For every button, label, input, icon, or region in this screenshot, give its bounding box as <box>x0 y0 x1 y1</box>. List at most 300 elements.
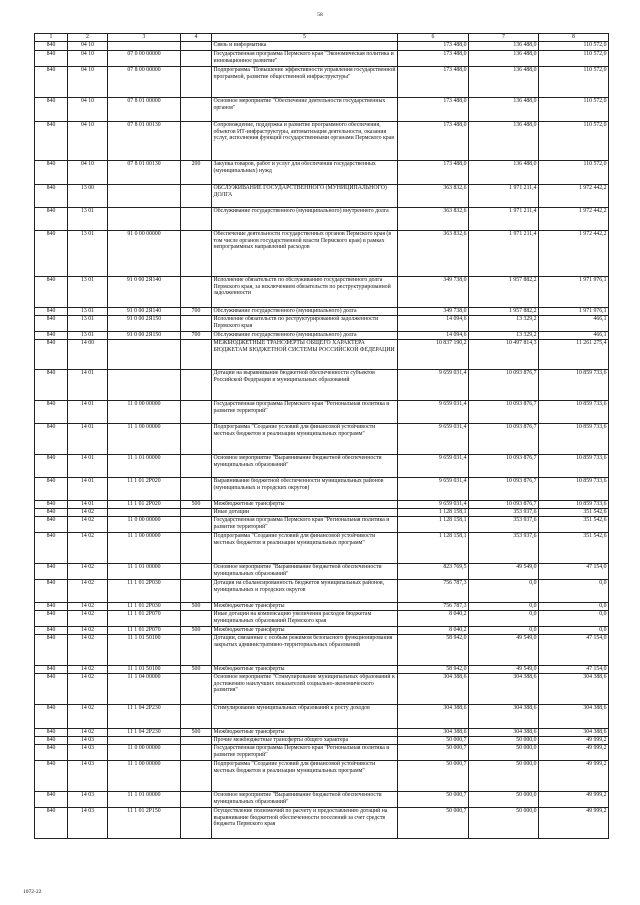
amount-2023-cell: 10 093 876,7 <box>469 478 539 501</box>
amount-2024-cell: 304 388,6 <box>539 674 609 705</box>
admin-code-cell: 840 <box>35 674 68 705</box>
page-number: 58 <box>317 12 323 18</box>
section-code-cell: 13 01 <box>68 231 108 277</box>
table-row <box>35 122 609 161</box>
amount-2023-cell: 1 971 211,4 <box>469 185 539 208</box>
expense-type-cell <box>181 122 212 161</box>
amount-2023-cell: 136 488,0 <box>469 98 539 122</box>
amount-2024-cell: 47 154,0 <box>539 564 609 580</box>
section-code-cell: 13 01 <box>68 208 108 231</box>
amount-2023-cell: 13 329,2 <box>469 316 539 332</box>
section-code-cell: 04 10 <box>68 98 108 122</box>
section-code-cell: 14 02 <box>68 580 108 603</box>
expense-type-cell <box>181 98 212 122</box>
amount-2024-cell: 110 572,0 <box>539 98 609 122</box>
amount-2023-cell: 50 000,0 <box>469 761 539 792</box>
admin-code-cell: 840 <box>35 533 68 564</box>
item-name-cell: Межбюджетные трансферты <box>212 603 398 611</box>
expense-type-cell: 200 <box>181 161 212 185</box>
admin-code-cell: 840 <box>35 627 68 635</box>
admin-code-cell: 840 <box>35 98 68 122</box>
table-row <box>35 161 609 185</box>
expense-type-cell <box>181 674 212 705</box>
expense-type-cell <box>181 533 212 564</box>
section-code-cell: 04 10 <box>68 122 108 161</box>
target-code-cell: 11 1 01 00000 <box>108 564 181 580</box>
section-code-cell: 14 01 <box>68 370 108 401</box>
target-code-cell: 91 0 00 2Я150 <box>108 316 181 332</box>
table-row <box>35 674 609 705</box>
amount-2023-cell: 136 488,0 <box>469 51 539 67</box>
amount-2023-cell: 50 000,0 <box>469 737 539 745</box>
expense-type-cell: 500 <box>181 666 212 674</box>
target-code-cell: 91 0 00 2Я140 <box>108 277 181 308</box>
amount-2023-cell: 10 093 876,7 <box>469 455 539 478</box>
target-code-cell <box>108 42 181 51</box>
section-code-cell: 14 03 <box>68 737 108 745</box>
amount-2022-cell: 9 659 031,4 <box>398 455 469 478</box>
header-cell: 1 <box>35 34 68 42</box>
section-code-cell: 14 02 <box>68 564 108 580</box>
admin-code-cell: 840 <box>35 705 68 729</box>
amount-2022-cell: 9 659 031,4 <box>398 424 469 455</box>
item-name-cell: Иные дотации на компенсацию увеличения расходов бюджетам муниципальных образований Пермского края <box>212 611 398 627</box>
amount-2024-cell: 1 972 442,2 <box>539 185 609 208</box>
amount-2022-cell: 8 040,2 <box>398 627 469 635</box>
section-code-cell: 14 03 <box>68 808 108 839</box>
item-name-cell: Подпрограмма "Повышение эффективности управления государственной программой, развитие общественной инфраструктуры" <box>212 67 398 98</box>
amount-2023-cell: 1 971 211,4 <box>469 208 539 231</box>
table-row <box>35 611 609 627</box>
target-code-cell: 11 1 04 00000 <box>108 674 181 705</box>
amount-2022-cell: 50 000,7 <box>398 792 469 808</box>
item-name-cell: МЕЖБЮДЖЕТНЫЕ ТРАНСФЕРТЫ ОБЩЕГО ХАРАКТЕРА БЮДЖЕТАМ БЮДЖЕТНОЙ СИСТЕМЫ РОССИЙСКОЙ ФЕДЕРАЦИИ <box>212 340 398 370</box>
item-name-cell: Основное мероприятие "Обеспечение деятельности государственных органов" <box>212 98 398 122</box>
amount-2024-cell: 10 859 733,6 <box>539 424 609 455</box>
amount-2022-cell: 50 000,7 <box>398 745 469 761</box>
item-name-cell: Стимулирование муниципальных образований к росту доходов <box>212 705 398 729</box>
amount-2023-cell: 304 388,6 <box>469 705 539 729</box>
table-row <box>35 277 609 308</box>
amount-2022-cell: 1 128 158,1 <box>398 517 469 533</box>
section-code-cell: 04 10 <box>68 161 108 185</box>
expense-type-cell <box>181 455 212 478</box>
admin-code-cell: 840 <box>35 185 68 208</box>
section-code-cell: 13 01 <box>68 277 108 308</box>
header-row <box>35 34 609 42</box>
amount-2024-cell: 304 388,6 <box>539 729 609 737</box>
admin-code-cell: 840 <box>35 517 68 533</box>
target-code-cell: 11 1 01 2Р070 <box>108 627 181 635</box>
target-code-cell <box>108 208 181 231</box>
section-code-cell: 04 10 <box>68 67 108 98</box>
amount-2023-cell: 50 000,0 <box>469 808 539 839</box>
section-code-cell: 14 02 <box>68 509 108 517</box>
admin-code-cell: 840 <box>35 316 68 332</box>
item-name-cell: Иные дотации <box>212 509 398 517</box>
amount-2022-cell: 363 832,6 <box>398 231 469 277</box>
section-code-cell: 14 01 <box>68 455 108 478</box>
item-name-cell: Обслуживание государственного (муниципального) долга <box>212 308 398 316</box>
item-name-cell: Дотация на сбалансированность бюджетов муниципальных районов, муниципальных и городских округов <box>212 580 398 603</box>
amount-2024-cell: 110 572,0 <box>539 122 609 161</box>
amount-2024-cell: 10 859 733,6 <box>539 370 609 401</box>
amount-2023-cell: 136 488,0 <box>469 161 539 185</box>
amount-2023-cell: 50 000,0 <box>469 745 539 761</box>
expense-type-cell <box>181 761 212 792</box>
section-code-cell: 14 02 <box>68 611 108 627</box>
table-row <box>35 455 609 478</box>
amount-2022-cell: 349 738,0 <box>398 308 469 316</box>
amount-2022-cell: 173 488,0 <box>398 161 469 185</box>
table-row <box>35 340 609 370</box>
target-code-cell: 07 8 01 00000 <box>108 98 181 122</box>
expense-type-cell: 500 <box>181 729 212 737</box>
item-name-cell: Основное мероприятие "Выравнивание бюджетной обеспеченности муниципальных образований" <box>212 564 398 580</box>
target-code-cell: 11 1 04 2Р230 <box>108 705 181 729</box>
section-code-cell: 14 02 <box>68 729 108 737</box>
header-cell: 5 <box>212 34 398 42</box>
table-row <box>35 603 609 611</box>
header-cell: 6 <box>398 34 469 42</box>
admin-code-cell: 840 <box>35 501 68 509</box>
target-code-cell <box>108 509 181 517</box>
expense-type-cell <box>181 635 212 666</box>
amount-2022-cell: 304 388,6 <box>398 705 469 729</box>
item-name-cell: Обеспечение деятельности государственных органов Пермского края (в том числе органов государственной власти Пермского края) в рамках непрограммных направлений расходов <box>212 231 398 277</box>
table-row <box>35 517 609 533</box>
amount-2023-cell: 10 093 876,7 <box>469 401 539 424</box>
section-code-cell: 14 01 <box>68 501 108 509</box>
amount-2022-cell: 50 000,7 <box>398 737 469 745</box>
admin-code-cell: 840 <box>35 761 68 792</box>
amount-2023-cell: 353 937,6 <box>469 517 539 533</box>
target-code-cell: 11 1 01 2Р020 <box>108 501 181 509</box>
amount-2022-cell: 823 769,5 <box>398 564 469 580</box>
amount-2022-cell: 58 942,0 <box>398 635 469 666</box>
item-name-cell: Подпрограмма "Создание условий для финансовой устойчивости местных бюджетов и реализации муниципальных программ" <box>212 761 398 792</box>
document-footnote: 1072-22 <box>23 889 42 895</box>
amount-2023-cell: 49 549,0 <box>469 635 539 666</box>
section-code-cell: 14 00 <box>68 340 108 370</box>
amount-2022-cell: 50 000,7 <box>398 761 469 792</box>
admin-code-cell: 840 <box>35 635 68 666</box>
expense-type-cell <box>181 745 212 761</box>
amount-2023-cell: 49 549,0 <box>469 564 539 580</box>
amount-2024-cell: 49 999,2 <box>539 808 609 839</box>
item-name-cell: Государственная программа Пермского края "Региональная политика и развитие территорий" <box>212 517 398 533</box>
admin-code-cell: 840 <box>35 67 68 98</box>
target-code-cell: 11 0 00 00000 <box>108 401 181 424</box>
amount-2023-cell: 0,0 <box>469 627 539 635</box>
amount-2024-cell: 0,0 <box>539 611 609 627</box>
target-code-cell: 11 1 01 2Р030 <box>108 580 181 603</box>
admin-code-cell: 840 <box>35 603 68 611</box>
table-row <box>35 745 609 761</box>
amount-2024-cell: 47 154,0 <box>539 635 609 666</box>
target-code-cell: 07 8 01 00130 <box>108 122 181 161</box>
amount-2024-cell: 10 859 733,6 <box>539 455 609 478</box>
target-code-cell: 11 1 01 50100 <box>108 635 181 666</box>
table-row <box>35 316 609 332</box>
table-row <box>35 51 609 67</box>
expense-type-cell <box>181 185 212 208</box>
amount-2023-cell: 353 937,6 <box>469 509 539 517</box>
table-row <box>35 208 609 231</box>
admin-code-cell: 840 <box>35 737 68 745</box>
expense-type-cell <box>181 424 212 455</box>
amount-2024-cell: 49 999,2 <box>539 745 609 761</box>
amount-2024-cell: 10 859 733,6 <box>539 478 609 501</box>
section-code-cell: 13 01 <box>68 316 108 332</box>
expense-type-cell <box>181 316 212 332</box>
expense-type-cell: 500 <box>181 627 212 635</box>
table-row <box>35 509 609 517</box>
amount-2022-cell: 304 388,6 <box>398 729 469 737</box>
amount-2024-cell: 49 999,2 <box>539 737 609 745</box>
item-name-cell: Связь и информатика <box>212 42 398 51</box>
target-code-cell <box>108 340 181 370</box>
expense-type-cell <box>181 808 212 839</box>
admin-code-cell: 840 <box>35 208 68 231</box>
section-code-cell: 14 01 <box>68 424 108 455</box>
target-code-cell: 11 1 01 50100 <box>108 666 181 674</box>
section-code-cell: 14 02 <box>68 674 108 705</box>
amount-2022-cell: 9 659 031,4 <box>398 370 469 401</box>
table-row <box>35 185 609 208</box>
amount-2022-cell: 173 488,0 <box>398 51 469 67</box>
table-row <box>35 564 609 580</box>
admin-code-cell: 840 <box>35 792 68 808</box>
admin-code-cell: 840 <box>35 666 68 674</box>
target-code-cell: 11 1 01 2Р070 <box>108 611 181 627</box>
amount-2023-cell: 10 497 814,3 <box>469 340 539 370</box>
amount-2023-cell: 49 549,0 <box>469 666 539 674</box>
amount-2024-cell: 11 261 275,4 <box>539 340 609 370</box>
admin-code-cell: 840 <box>35 611 68 627</box>
table-row <box>35 627 609 635</box>
section-code-cell: 04 10 <box>68 42 108 51</box>
section-code-cell: 14 03 <box>68 745 108 761</box>
target-code-cell <box>108 737 181 745</box>
target-code-cell: 11 0 00 00000 <box>108 745 181 761</box>
table-row <box>35 729 609 737</box>
target-code-cell: 91 0 00 2Я150 <box>108 332 181 340</box>
admin-code-cell: 840 <box>35 370 68 401</box>
admin-code-cell: 840 <box>35 455 68 478</box>
amount-2024-cell: 0,0 <box>539 603 609 611</box>
target-code-cell: 11 0 00 00000 <box>108 517 181 533</box>
amount-2022-cell: 14 094,6 <box>398 332 469 340</box>
admin-code-cell: 840 <box>35 509 68 517</box>
expense-type-cell <box>181 580 212 603</box>
item-name-cell: Прочие межбюджетные трансферты общего характера <box>212 737 398 745</box>
expense-type-cell <box>181 277 212 308</box>
target-code-cell: 07 8 01 00130 <box>108 161 181 185</box>
amount-2024-cell: 110 572,0 <box>539 51 609 67</box>
amount-2022-cell: 173 488,0 <box>398 42 469 51</box>
amount-2024-cell: 466,1 <box>539 332 609 340</box>
item-name-cell: ОБСЛУЖИВАНИЕ ГОСУДАРСТВЕННОГО (МУНИЦИПАЛЬНОГО) ДОЛГА <box>212 185 398 208</box>
expense-type-cell <box>181 564 212 580</box>
admin-code-cell: 840 <box>35 401 68 424</box>
amount-2024-cell: 1 971 976,1 <box>539 308 609 316</box>
admin-code-cell: 840 <box>35 332 68 340</box>
expense-type-cell: 500 <box>181 603 212 611</box>
item-name-cell: Основное мероприятие "Стимулирование муниципальных образований к достижению наилучших показателей социально-экономического развития" <box>212 674 398 705</box>
amount-2023-cell: 353 937,6 <box>469 533 539 564</box>
table-row <box>35 424 609 455</box>
admin-code-cell: 840 <box>35 161 68 185</box>
admin-code-cell: 840 <box>35 564 68 580</box>
table-row <box>35 705 609 729</box>
amount-2024-cell: 49 999,2 <box>539 792 609 808</box>
item-name-cell: Дотации на выравнивание бюджетной обеспеченности субъектов Российской Федерации и муниципальных образований <box>212 370 398 401</box>
amount-2024-cell: 10 859 733,6 <box>539 401 609 424</box>
table-row <box>35 792 609 808</box>
amount-2024-cell: 110 572,0 <box>539 161 609 185</box>
item-name-cell: Исполнение обязательств по обслуживанию государственного долга Пермского края, за исключением обязательств по реструктурированной задолженности <box>212 277 398 308</box>
section-code-cell: 13 00 <box>68 185 108 208</box>
section-code-cell: 14 03 <box>68 761 108 792</box>
amount-2023-cell: 136 488,0 <box>469 42 539 51</box>
amount-2023-cell: 0,0 <box>469 611 539 627</box>
admin-code-cell: 840 <box>35 340 68 370</box>
amount-2023-cell: 13 329,2 <box>469 332 539 340</box>
amount-2022-cell: 9 659 031,4 <box>398 401 469 424</box>
section-code-cell: 14 02 <box>68 627 108 635</box>
amount-2022-cell: 304 388,6 <box>398 674 469 705</box>
table-row <box>35 478 609 501</box>
amount-2022-cell: 173 488,0 <box>398 67 469 98</box>
item-name-cell: Обслуживание государственного (муниципального) внутреннего долга <box>212 208 398 231</box>
item-name-cell: Сопровождение, поддержка и развитие программного обеспечения, объектов ИТ-инфраструктуры, автоматизация деятельности, оказания услуг, исполнения функций государственными органами Пермского края <box>212 122 398 161</box>
section-code-cell: 14 03 <box>68 792 108 808</box>
item-name-cell: Межбюджетные трансферты <box>212 729 398 737</box>
expense-type-cell <box>181 792 212 808</box>
target-code-cell: 11 1 01 2Р150 <box>108 808 181 839</box>
table-row <box>35 332 609 340</box>
expense-type-cell <box>181 370 212 401</box>
section-code-cell: 14 01 <box>68 478 108 501</box>
header-cell: 7 <box>469 34 539 42</box>
amount-2022-cell: 756 787,3 <box>398 603 469 611</box>
target-code-cell: 11 1 00 00000 <box>108 424 181 455</box>
admin-code-cell: 840 <box>35 424 68 455</box>
amount-2024-cell: 1 971 976,1 <box>539 277 609 308</box>
admin-code-cell: 840 <box>35 122 68 161</box>
expense-type-cell <box>181 208 212 231</box>
target-code-cell: 11 1 01 2Р030 <box>108 603 181 611</box>
item-name-cell: Межбюджетные трансферты <box>212 501 398 509</box>
table-row <box>35 308 609 316</box>
table-row <box>35 761 609 792</box>
admin-code-cell: 840 <box>35 308 68 316</box>
admin-code-cell: 840 <box>35 745 68 761</box>
amount-2024-cell: 351 542,6 <box>539 517 609 533</box>
amount-2024-cell: 351 542,6 <box>539 533 609 564</box>
item-name-cell: Государственная программа Пермского края "Экономическая политика и инновационное развитие" <box>212 51 398 67</box>
amount-2023-cell: 10 093 876,7 <box>469 424 539 455</box>
amount-2023-cell: 0,0 <box>469 580 539 603</box>
amount-2024-cell: 110 572,0 <box>539 42 609 51</box>
expense-type-cell: 500 <box>181 501 212 509</box>
item-name-cell: Осуществление полномочий по расчету и предоставлению дотаций на выравнивание бюджетной обеспеченности поселений за счет средств бюджета Пермского края <box>212 808 398 839</box>
section-code-cell: 13 01 <box>68 332 108 340</box>
header-cell: 3 <box>108 34 181 42</box>
table-row <box>35 42 609 51</box>
table-row <box>35 635 609 666</box>
section-code-cell: 13 01 <box>68 308 108 316</box>
amount-2022-cell: 756 787,3 <box>398 580 469 603</box>
item-name-cell: Подпрограмма "Создание условий для финансовой устойчивости местных бюджетов и реализации муниципальных программ" <box>212 424 398 455</box>
target-code-cell: 11 1 01 00000 <box>108 792 181 808</box>
target-code-cell: 11 1 00 00000 <box>108 761 181 792</box>
table-row <box>35 533 609 564</box>
target-code-cell: 07 0 00 00000 <box>108 51 181 67</box>
amount-2023-cell: 10 093 876,7 <box>469 370 539 401</box>
section-code-cell: 04 10 <box>68 51 108 67</box>
amount-2023-cell: 1 957 882,2 <box>469 277 539 308</box>
header-cell: 2 <box>68 34 108 42</box>
item-name-cell: Исполнение обязательств по реструктурированной задолженности Пермского края <box>212 316 398 332</box>
item-name-cell: Основное мероприятие "Выравнивание бюджетной обеспеченности муниципальных образований" <box>212 792 398 808</box>
section-code-cell: 14 01 <box>68 401 108 424</box>
amount-2023-cell: 10 093 876,7 <box>469 501 539 509</box>
header-cell: 4 <box>181 34 212 42</box>
admin-code-cell: 840 <box>35 478 68 501</box>
table-row <box>35 370 609 401</box>
admin-code-cell: 840 <box>35 277 68 308</box>
expense-type-cell <box>181 611 212 627</box>
expense-type-cell: 700 <box>181 332 212 340</box>
section-code-cell: 14 02 <box>68 666 108 674</box>
table-row <box>35 67 609 98</box>
admin-code-cell: 840 <box>35 42 68 51</box>
item-name-cell: Дотации, связанные с особым режимом безопасного функционирования закрытых административно-территориальных образований <box>212 635 398 666</box>
admin-code-cell: 840 <box>35 51 68 67</box>
amount-2023-cell: 0,0 <box>469 603 539 611</box>
header-cell: 8 <box>539 34 609 42</box>
amount-2022-cell: 173 488,0 <box>398 122 469 161</box>
expense-type-cell <box>181 340 212 370</box>
amount-2022-cell: 1 128 158,1 <box>398 509 469 517</box>
section-code-cell: 14 02 <box>68 635 108 666</box>
amount-2023-cell: 136 488,0 <box>469 67 539 98</box>
section-code-cell: 14 02 <box>68 517 108 533</box>
amount-2023-cell: 304 388,6 <box>469 729 539 737</box>
amount-2022-cell: 1 128 158,1 <box>398 533 469 564</box>
section-code-cell: 14 02 <box>68 603 108 611</box>
amount-2024-cell: 0,0 <box>539 580 609 603</box>
item-name-cell: Межбюджетные трансферты <box>212 666 398 674</box>
expense-type-cell <box>181 51 212 67</box>
amount-2022-cell: 58 942,0 <box>398 666 469 674</box>
amount-2022-cell: 14 094,6 <box>398 316 469 332</box>
amount-2022-cell: 10 837 190,2 <box>398 340 469 370</box>
expense-type-cell <box>181 737 212 745</box>
admin-code-cell: 840 <box>35 729 68 737</box>
table-row <box>35 737 609 745</box>
amount-2023-cell: 136 488,0 <box>469 122 539 161</box>
admin-code-cell: 840 <box>35 808 68 839</box>
amount-2022-cell: 173 488,0 <box>398 98 469 122</box>
target-code-cell: 91 0 00 00000 <box>108 231 181 277</box>
item-name-cell: Государственная программа Пермского края "Региональная политика и развитие территорий" <box>212 401 398 424</box>
amount-2022-cell: 363 832,6 <box>398 185 469 208</box>
amount-2024-cell: 10 859 733,6 <box>539 501 609 509</box>
amount-2024-cell: 110 572,0 <box>539 67 609 98</box>
